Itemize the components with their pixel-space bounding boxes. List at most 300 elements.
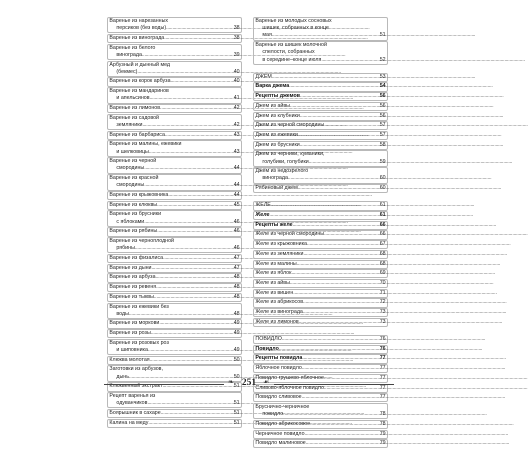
toc-dot-leader bbox=[154, 294, 234, 301]
toc-entry[interactable] bbox=[253, 150, 388, 166]
toc-entry[interactable] bbox=[107, 17, 242, 33]
toc-dot-leader bbox=[147, 400, 233, 407]
toc-entry-title: и шиповника bbox=[116, 347, 148, 354]
toc-dot-leader bbox=[307, 241, 380, 248]
toc-entry[interactable] bbox=[107, 392, 242, 408]
toc-entry-title: Джем из клубники bbox=[255, 112, 300, 119]
toc-entry-title: Джем из недозрелого bbox=[255, 168, 309, 175]
toc-page-number: 76 bbox=[379, 336, 386, 342]
toc-entry[interactable] bbox=[253, 318, 388, 327]
toc-dot-leader bbox=[148, 347, 234, 354]
toc-dot-leader bbox=[302, 365, 380, 372]
toc-entry-line bbox=[109, 105, 239, 112]
toc-entry-line bbox=[109, 400, 239, 407]
toc-page-number: 50 bbox=[233, 356, 240, 363]
toc-dot-leader bbox=[150, 357, 234, 364]
toc-entry-line bbox=[255, 168, 385, 175]
toc-entry-title: Желе из абрикосов bbox=[255, 299, 304, 306]
toc-page-number: 56 bbox=[379, 102, 386, 109]
toc-page-number: 40 bbox=[233, 68, 240, 75]
toc-entry[interactable] bbox=[107, 237, 242, 253]
toc-entry-line bbox=[255, 185, 385, 192]
toc-page-number: 61 bbox=[379, 212, 386, 219]
toc-entry-title: и шелковицы bbox=[116, 148, 149, 155]
toc-page-number: 45 bbox=[233, 201, 240, 208]
footer-rule-right bbox=[274, 384, 394, 385]
toc-page-number: 48 bbox=[233, 284, 240, 291]
toc-page-number: 68 bbox=[379, 250, 386, 257]
toc-entry-line bbox=[255, 222, 385, 229]
toc-dot-leader bbox=[298, 185, 380, 192]
toc-entry-line bbox=[255, 319, 385, 326]
toc-page-number: 48 bbox=[233, 310, 240, 317]
toc-entry-line bbox=[109, 340, 239, 347]
toc-entry-line bbox=[109, 219, 239, 226]
toc-entry-title: Варенье из лимонов bbox=[109, 105, 161, 112]
toc-entry-line bbox=[255, 299, 385, 306]
toc-entry-line bbox=[109, 182, 239, 189]
toc-entry-title: Варенье из черноплодной bbox=[109, 238, 175, 245]
toc-entry-line bbox=[255, 440, 385, 447]
toc-entry-title: Варка джема bbox=[255, 83, 290, 90]
toc-entry-line bbox=[255, 42, 385, 49]
toc-entry-line bbox=[255, 346, 385, 353]
toc-entry[interactable] bbox=[253, 92, 388, 101]
toc-page-number: 60 bbox=[379, 185, 386, 192]
toc-entry[interactable] bbox=[253, 141, 388, 150]
toc-entry-line bbox=[109, 330, 239, 337]
toc-page-number: 66 bbox=[379, 221, 386, 228]
toc-entry-title: Джем из черной смородины bbox=[255, 122, 325, 129]
toc-page-number: 58 bbox=[379, 141, 386, 148]
toc-page-number: 43 bbox=[233, 148, 240, 155]
toc-dot-leader bbox=[163, 255, 234, 262]
toc-entry-title: Варенье из розы bbox=[109, 330, 151, 337]
toc-dot-leader bbox=[303, 299, 380, 306]
toc-dot-leader bbox=[291, 270, 379, 277]
toc-page-number: 68 bbox=[379, 260, 386, 267]
toc-entry[interactable] bbox=[107, 210, 242, 226]
toc-page-number: 44 bbox=[233, 165, 240, 172]
toc-entry-line bbox=[109, 320, 239, 327]
toc-entry[interactable] bbox=[107, 419, 242, 428]
toc-entry-line bbox=[255, 411, 385, 418]
toc-entry-title: Варенье из черной bbox=[109, 158, 157, 165]
toc-entry[interactable] bbox=[253, 102, 388, 111]
toc-entry[interactable] bbox=[107, 339, 242, 355]
toc-entry-line bbox=[109, 122, 239, 129]
toc-entry-title: Варенье из дыни bbox=[109, 264, 152, 271]
toc-entry[interactable] bbox=[253, 298, 388, 307]
toc-entry[interactable] bbox=[107, 44, 242, 60]
toc-entry[interactable] bbox=[107, 131, 242, 140]
toc-entry-title: Рецепты джемов bbox=[255, 93, 300, 100]
toc-page-number: 49 bbox=[233, 330, 240, 337]
toc-dot-leader bbox=[269, 212, 379, 219]
toc-dot-leader bbox=[300, 113, 380, 120]
toc-entry-title: персиков (без воды) bbox=[116, 25, 167, 32]
toc-dot-leader bbox=[300, 93, 380, 100]
toc-entry[interactable] bbox=[253, 439, 388, 448]
toc-entry[interactable] bbox=[253, 420, 388, 429]
toc-page-number: 50 bbox=[233, 373, 240, 380]
toc-entry-title: Бруснично-черничное bbox=[255, 403, 310, 410]
toc-dot-leader bbox=[148, 420, 233, 427]
toc-page-number: 78 bbox=[379, 411, 386, 418]
toc-entry[interactable] bbox=[253, 308, 388, 317]
toc-dot-leader bbox=[161, 410, 234, 417]
toc-entry[interactable] bbox=[107, 409, 242, 418]
toc-entry[interactable] bbox=[107, 114, 242, 130]
toc-entry-title: воды bbox=[116, 310, 129, 317]
toc-entry-line bbox=[109, 410, 239, 417]
toc-entry-title: Варенье из корок арбуза bbox=[109, 78, 171, 85]
toc-entry-title: Рецепт варенья из bbox=[109, 393, 156, 400]
toc-page-number: 77 bbox=[379, 394, 386, 401]
toc-dot-leader bbox=[168, 192, 233, 199]
toc-entry-title: Варенье из розовых роз bbox=[109, 339, 169, 346]
toc-entry[interactable] bbox=[107, 356, 242, 365]
toc-entry-line bbox=[255, 355, 385, 362]
toc-page-number: 77 bbox=[379, 355, 386, 362]
toc-dot-leader bbox=[156, 284, 234, 291]
toc-dot-leader bbox=[272, 32, 380, 39]
toc-entry[interactable] bbox=[253, 167, 388, 183]
toc-column-left bbox=[107, 17, 242, 428]
toc-entry-line bbox=[109, 95, 239, 102]
toc-entry-title: смородины bbox=[116, 182, 145, 189]
toc-entry-line bbox=[109, 265, 239, 272]
toc-entry[interactable] bbox=[107, 34, 242, 43]
toc-entry[interactable] bbox=[253, 211, 388, 220]
toc-entry[interactable] bbox=[107, 191, 242, 200]
toc-dot-leader bbox=[166, 25, 234, 32]
toc-dot-leader bbox=[305, 431, 380, 438]
toc-page-number: 77 bbox=[379, 365, 386, 372]
toc-entry-title: Варенье из мандаринов bbox=[109, 88, 169, 95]
toc-entry[interactable] bbox=[253, 393, 388, 402]
toc-entry-title: Желе из лимонов bbox=[255, 318, 299, 325]
toc-entry-line bbox=[109, 347, 239, 354]
toc-entry-title: Желе из вишен bbox=[255, 289, 294, 296]
toc-entry[interactable] bbox=[253, 403, 388, 419]
toc-entry[interactable] bbox=[107, 329, 242, 338]
toc-page-number: 71 bbox=[379, 289, 386, 296]
toc-dot-leader bbox=[159, 320, 233, 327]
toc-entry[interactable] bbox=[253, 279, 388, 288]
toc-entry-line bbox=[255, 57, 385, 64]
toc-entry[interactable] bbox=[107, 77, 242, 86]
toc-page-number: 61 bbox=[379, 202, 386, 209]
toc-dot-leader bbox=[293, 290, 379, 297]
toc-dot-leader bbox=[152, 265, 234, 272]
toc-dot-leader bbox=[279, 346, 380, 353]
toc-entry-line bbox=[255, 309, 385, 316]
toc-entry[interactable] bbox=[107, 293, 242, 302]
toc-entry-title: Повидло bbox=[255, 345, 279, 352]
toc-entry-line bbox=[109, 149, 239, 156]
toc-entry-title: Варенье из ежевики без bbox=[109, 303, 169, 310]
toc-entry-line bbox=[109, 202, 239, 209]
toc-entry-title: Варенье из садовой bbox=[109, 114, 160, 121]
toc-entry-title: шишек, собранных в конце bbox=[262, 25, 329, 32]
toc-entry-line bbox=[109, 78, 239, 85]
toc-entry-line bbox=[109, 18, 239, 25]
toc-entry-line bbox=[109, 115, 239, 122]
toc-entry-title: Повидло грушево-яблочное bbox=[255, 374, 324, 381]
toc-entry-line bbox=[109, 192, 239, 199]
toc-entry[interactable] bbox=[107, 319, 242, 328]
toc-page-number: 79 bbox=[379, 430, 386, 437]
toc-entry-title: ЖЕЛЕ bbox=[255, 202, 271, 209]
toc-page-number: 47 bbox=[233, 254, 240, 261]
toc-entry-title: Варенье из клюквы bbox=[109, 201, 158, 208]
section-gap bbox=[253, 328, 388, 336]
toc-entry-line bbox=[109, 141, 239, 148]
toc-page-number: 51 bbox=[233, 419, 240, 426]
toc-entry-line bbox=[255, 404, 385, 411]
toc-entry-line bbox=[255, 241, 385, 248]
toc-entry[interactable] bbox=[107, 264, 242, 273]
toc-entry-title: Повидло сливовое bbox=[255, 394, 302, 401]
toc-entry-line bbox=[109, 311, 239, 318]
toc-entry[interactable] bbox=[253, 364, 388, 373]
toc-entry[interactable] bbox=[107, 87, 242, 103]
section-gap bbox=[253, 65, 388, 73]
toc-page-number: 56 bbox=[379, 93, 386, 100]
toc-entry[interactable] bbox=[107, 174, 242, 190]
toc-page-number: 78 bbox=[379, 420, 386, 427]
toc-entry[interactable] bbox=[107, 273, 242, 282]
toc-entry-title: Варенье из арбуза bbox=[109, 274, 156, 281]
toc-entry-title: Желе из земляники bbox=[255, 250, 304, 257]
toc-entry[interactable] bbox=[107, 140, 242, 156]
toc-entry[interactable] bbox=[253, 240, 388, 249]
toc-page-number: 69 bbox=[379, 270, 386, 277]
toc-entry-title: Повидло малиновое bbox=[255, 440, 306, 447]
toc-page-number: 73 bbox=[379, 309, 386, 316]
toc-dot-leader bbox=[283, 411, 380, 418]
toc-entry[interactable] bbox=[253, 121, 388, 130]
toc-entry[interactable] bbox=[107, 283, 242, 292]
toc-entry[interactable] bbox=[253, 82, 388, 91]
toc-entry-line bbox=[255, 74, 385, 81]
toc-entry-line bbox=[109, 294, 239, 301]
toc-entry-title: мая bbox=[262, 32, 272, 39]
toc-page-number: 70 bbox=[379, 279, 386, 286]
toc-entry-title: винограда bbox=[116, 51, 142, 58]
toc-entry-title: Желе из крыжовника bbox=[255, 241, 307, 248]
toc-entry-line bbox=[255, 18, 385, 25]
toc-entry-title: Варенье из малины, ежевики bbox=[109, 141, 182, 148]
toc-dot-leader bbox=[321, 57, 379, 64]
toc-entry-title: Клюква молотая bbox=[109, 356, 150, 363]
toc-entry[interactable] bbox=[253, 17, 388, 41]
toc-dot-leader bbox=[310, 421, 380, 428]
toc-entry[interactable] bbox=[253, 260, 388, 269]
toc-page-number: 67 bbox=[379, 241, 386, 248]
toc-dot-leader bbox=[306, 440, 380, 447]
toc-entry-title: Яблочное повидло bbox=[255, 365, 302, 372]
toc-entry-line bbox=[109, 366, 239, 373]
toc-dot-leader bbox=[293, 222, 380, 229]
toc-entry-title: Варенье из тыквы bbox=[109, 293, 154, 300]
toc-entry-title: рябины bbox=[116, 245, 135, 252]
toc-entry-line bbox=[255, 142, 385, 149]
toc-page-number: 76 bbox=[379, 345, 386, 352]
toc-dot-leader bbox=[151, 330, 234, 337]
toc-page-number: 51 bbox=[233, 409, 240, 416]
toc-entry[interactable] bbox=[107, 104, 242, 113]
toc-entry-title: Рецепты повидла bbox=[255, 355, 303, 362]
toc-entry-line bbox=[255, 421, 385, 428]
toc-entry[interactable] bbox=[107, 201, 242, 210]
toc-entry[interactable] bbox=[253, 289, 388, 298]
toc-page-number: 77 bbox=[379, 384, 386, 391]
toc-entry-title: Варенье из физалиса bbox=[109, 254, 164, 261]
toc-entry[interactable] bbox=[107, 61, 242, 77]
toc-entry-line bbox=[109, 52, 239, 59]
toc-entry[interactable] bbox=[253, 221, 388, 230]
toc-dot-leader bbox=[288, 175, 380, 182]
toc-entry-line bbox=[109, 69, 239, 76]
toc-entry[interactable] bbox=[253, 354, 388, 363]
toc-page-number: 73 bbox=[379, 318, 386, 325]
toc-page-number: 49 bbox=[233, 347, 240, 354]
toc-entry-title: с яблоками bbox=[116, 218, 145, 225]
toc-entry-line bbox=[255, 159, 385, 166]
toc-entry-title: Варенье из шишек молочной bbox=[255, 42, 327, 49]
toc-dot-leader bbox=[290, 280, 380, 287]
toc-entry[interactable] bbox=[107, 254, 242, 263]
toc-entry-line bbox=[255, 132, 385, 139]
toc-entry-title: ПОВИДЛО bbox=[255, 336, 282, 342]
toc-dot-leader bbox=[324, 231, 380, 238]
toc-entry[interactable] bbox=[107, 227, 242, 236]
toc-page-number: 77 bbox=[379, 374, 386, 381]
toc-dot-leader bbox=[142, 52, 234, 59]
toc-entry-title: винограда bbox=[262, 175, 288, 182]
toc-entry-title: Варенье из брусники bbox=[109, 211, 162, 218]
toc-entry-title: Рецепты желе bbox=[255, 221, 293, 228]
toc-entry-title: Заготовки из арбузов, bbox=[109, 366, 163, 373]
toc-entry-line bbox=[255, 261, 385, 268]
toc-entry-title: земляники bbox=[116, 121, 143, 128]
toc-page-number: 60 bbox=[379, 175, 386, 182]
toc-dot-leader bbox=[171, 78, 234, 85]
toc-entry-line bbox=[109, 284, 239, 291]
toc-entry-title: Арбузный и дынный мед bbox=[109, 61, 171, 68]
toc-page-number: 39 bbox=[233, 51, 240, 58]
toc-entry-line bbox=[255, 175, 385, 182]
toc-dot-leader bbox=[303, 251, 379, 258]
toc-entry-title: Желе из айвы bbox=[255, 279, 290, 286]
section-gap bbox=[253, 194, 388, 202]
toc-entry[interactable] bbox=[253, 184, 388, 193]
toc-entry[interactable] bbox=[253, 335, 388, 344]
toc-entry[interactable] bbox=[253, 41, 388, 65]
toc-entry[interactable] bbox=[253, 230, 388, 239]
toc-dot-leader bbox=[150, 95, 234, 102]
toc-page-number: 51 bbox=[233, 400, 240, 407]
toc-entry-line bbox=[109, 238, 239, 245]
toc-dot-leader bbox=[302, 355, 379, 362]
toc-entry-line bbox=[255, 290, 385, 297]
toc-page-number: 57 bbox=[379, 131, 386, 138]
toc-entry-title: повидло bbox=[262, 411, 284, 418]
toc-entry-title: смородины bbox=[116, 165, 145, 172]
toc-entry-title: Варенье из винограда bbox=[109, 34, 165, 41]
toc-page-number: 49 bbox=[233, 320, 240, 327]
toc-dot-leader bbox=[165, 132, 234, 139]
toc-entry[interactable] bbox=[107, 157, 242, 173]
toc-entry-title: Варенье из молодых сосновых bbox=[255, 18, 332, 24]
toc-entry-line bbox=[255, 251, 385, 258]
toc-entry[interactable] bbox=[253, 345, 388, 354]
toc-dot-leader bbox=[129, 311, 234, 318]
toc-entry-title: Клюквенный экстракт bbox=[109, 383, 163, 390]
toc-entry-title: Сливово-яблочное повидло bbox=[255, 384, 324, 391]
toc-dot-leader bbox=[144, 182, 234, 189]
toc-entry-line bbox=[255, 270, 385, 277]
toc-page-number: 72 bbox=[379, 299, 386, 306]
toc-entry-title: Желе из яблок bbox=[255, 270, 292, 277]
toc-entry[interactable] bbox=[253, 112, 388, 121]
toc-entry-line bbox=[109, 165, 239, 172]
toc-entry-title: ДЖЕМ bbox=[255, 73, 272, 80]
toc-entry-line bbox=[255, 365, 385, 372]
toc-entry-line bbox=[109, 228, 239, 235]
toc-page-number: 46 bbox=[233, 245, 240, 252]
toc-dot-leader bbox=[300, 142, 380, 149]
toc-entry-title: (бекмес) bbox=[116, 68, 138, 75]
toc-page-number: 57 bbox=[379, 122, 386, 129]
toc-dot-leader bbox=[157, 228, 234, 235]
toc-page-number: 54 bbox=[379, 83, 386, 90]
toc-entry[interactable] bbox=[253, 131, 388, 140]
toc-entry-line bbox=[109, 88, 239, 95]
toc-entry[interactable] bbox=[107, 303, 242, 319]
toc-entry-line bbox=[109, 158, 239, 165]
toc-entry-title: Варенье из нарезанных bbox=[109, 18, 169, 24]
toc-dot-leader bbox=[160, 105, 234, 112]
toc-entry-line bbox=[255, 280, 385, 287]
toc-entry-line bbox=[255, 231, 385, 238]
toc-page-number: 42 bbox=[233, 121, 240, 128]
toc-dot-leader bbox=[297, 261, 380, 268]
toc-entry-title: Джем из брусники bbox=[255, 141, 300, 148]
toc-entry[interactable] bbox=[253, 201, 388, 210]
toc-dot-leader bbox=[272, 74, 380, 81]
toc-page-number: 42 bbox=[233, 105, 240, 112]
toc-entry[interactable] bbox=[253, 430, 388, 439]
toc-entry-line bbox=[109, 25, 239, 32]
toc-entry-title: в середине–конце июля bbox=[262, 56, 322, 63]
toc-dot-leader bbox=[156, 274, 234, 281]
toc-entry-title: Калина на меду bbox=[109, 419, 149, 426]
toc-entry-line bbox=[255, 202, 385, 209]
toc-entry-title: голубики, голубики bbox=[262, 158, 309, 165]
toc-entry[interactable] bbox=[253, 269, 388, 278]
toc-dot-leader bbox=[309, 159, 380, 166]
toc-page-number: 79 bbox=[379, 440, 386, 447]
toc-entry[interactable] bbox=[253, 250, 388, 259]
toc-entry-line bbox=[255, 93, 385, 100]
toc-entry-line bbox=[255, 212, 385, 219]
toc-entry[interactable] bbox=[253, 73, 388, 82]
toc-entry-line bbox=[109, 211, 239, 218]
toc-page-number: 43 bbox=[233, 131, 240, 138]
